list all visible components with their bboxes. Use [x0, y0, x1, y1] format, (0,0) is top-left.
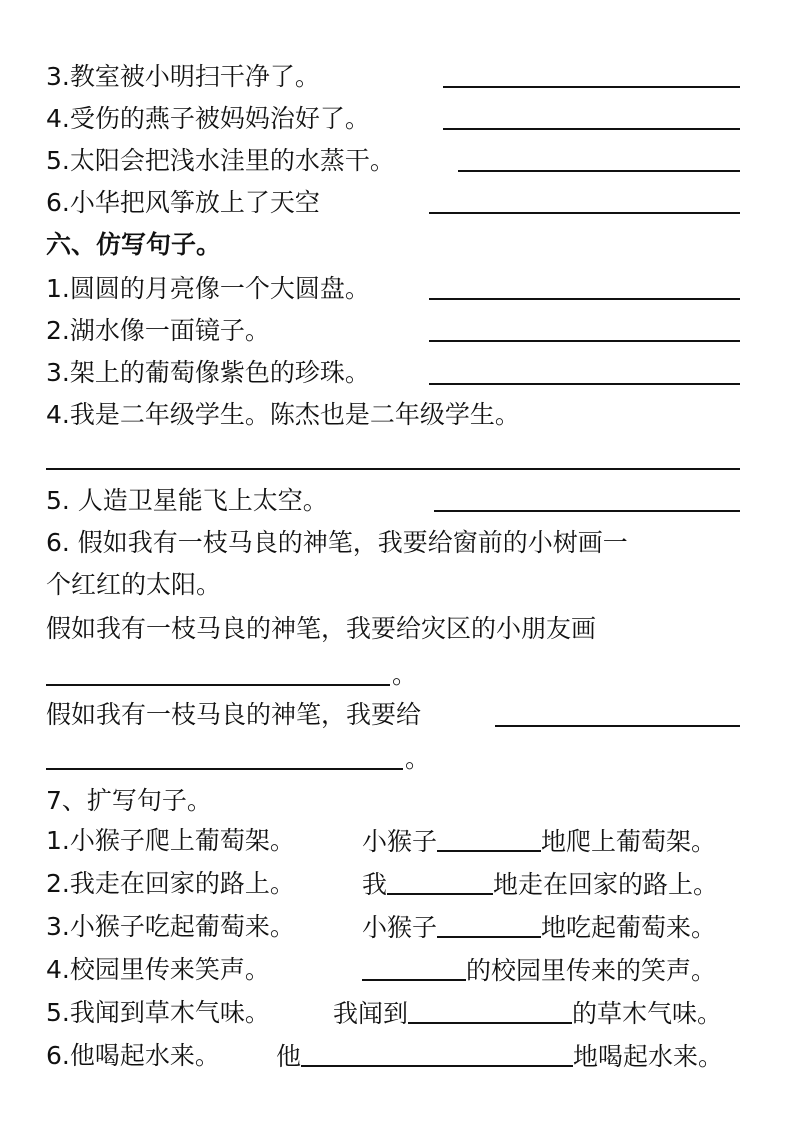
expand-answer-5 — [333, 998, 722, 1029]
answer-blank[interactable] — [46, 768, 403, 770]
expand-answer-3 — [362, 912, 716, 943]
answer-blank[interactable] — [458, 170, 740, 172]
imitate-item-5: 5. 人造卫星能飞上太空。 — [46, 486, 328, 515]
rewrite-item-3: 3.教室被小明扫干净了。 — [46, 62, 320, 91]
expand-prefix: 我 — [362, 870, 388, 899]
answer-blank[interactable] — [443, 86, 740, 88]
expand-item-1: 1.小猴子爬上葡萄架。 — [46, 826, 295, 855]
rewrite-item-4: 4.受伤的燕子被妈妈治好了。 — [46, 104, 370, 133]
imitate-prompt-1: 假如我有一枝马良的神笔，我要给灾区的小朋友画 — [46, 614, 597, 643]
answer-blank[interactable] — [408, 998, 572, 1024]
answer-blank[interactable] — [46, 684, 390, 686]
section-heading-6: 六、仿写句子。 — [46, 230, 222, 259]
expand-item-2: 2.我走在回家的路上。 — [46, 869, 295, 898]
expand-answer-4 — [362, 955, 716, 986]
expand-item-4: 4.校园里传来笑声。 — [46, 955, 270, 984]
expand-suffix: 的校园里传来的笑声。 — [466, 956, 717, 985]
rewrite-item-6: 6.小华把风筝放上了天空 — [46, 188, 320, 217]
period-mark: 。 — [405, 744, 431, 773]
expand-item-6: 6.他喝起水来。 — [46, 1041, 220, 1070]
expand-suffix: 的草木气味。 — [572, 999, 723, 1028]
period-mark: 。 — [392, 660, 418, 689]
expand-item-5: 5.我闻到草木气味。 — [46, 998, 270, 1027]
answer-blank[interactable] — [429, 298, 740, 300]
expand-answer-2 — [362, 869, 718, 900]
expand-prefix: 小猴子 — [362, 913, 438, 942]
answer-blank[interactable] — [443, 128, 740, 130]
answer-blank[interactable] — [301, 1041, 573, 1067]
answer-blank[interactable] — [437, 912, 541, 938]
answer-blank[interactable] — [429, 383, 740, 385]
rewrite-item-5: 5.太阳会把浅水洼里的水蒸干。 — [46, 146, 395, 175]
imitate-item-1: 1.圆圆的月亮像一个大圆盘。 — [46, 274, 370, 303]
expand-answer-1 — [362, 826, 716, 857]
answer-blank[interactable] — [429, 340, 740, 342]
expand-suffix: 地爬上葡萄架。 — [541, 827, 717, 856]
expand-suffix: 地喝起水来。 — [573, 1042, 724, 1071]
expand-answer-6 — [276, 1041, 723, 1072]
answer-blank-full[interactable] — [46, 468, 740, 470]
answer-blank[interactable] — [362, 955, 466, 981]
imitate-item-2: 2.湖水像一面镜子。 — [46, 316, 270, 345]
expand-suffix: 地吃起葡萄来。 — [541, 913, 717, 942]
imitate-item-6-line1: 6. 假如我有一枝马良的神笔，我要给窗前的小树画一 — [46, 528, 628, 557]
imitate-item-3: 3.架上的葡萄像紫色的珍珠。 — [46, 358, 370, 387]
imitate-item-4: 4.我是二年级学生。陈杰也是二年级学生。 — [46, 400, 520, 429]
expand-prefix: 小猴子 — [362, 827, 438, 856]
section-heading-7: 7、扩写句子。 — [46, 786, 212, 815]
answer-blank[interactable] — [387, 869, 493, 895]
expand-prefix: 我闻到 — [333, 999, 409, 1028]
expand-suffix: 地走在回家的路上。 — [493, 870, 719, 899]
expand-prefix: 他 — [276, 1042, 302, 1071]
expand-item-3: 3.小猴子吃起葡萄来。 — [46, 912, 295, 941]
answer-blank[interactable] — [429, 212, 740, 214]
imitate-prompt-2: 假如我有一枝马良的神笔，我要给 — [46, 700, 422, 729]
answer-blank[interactable] — [437, 826, 541, 852]
answer-blank[interactable] — [434, 510, 740, 512]
imitate-item-6-line2: 个红红的太阳。 — [46, 570, 222, 599]
answer-blank[interactable] — [495, 725, 740, 727]
